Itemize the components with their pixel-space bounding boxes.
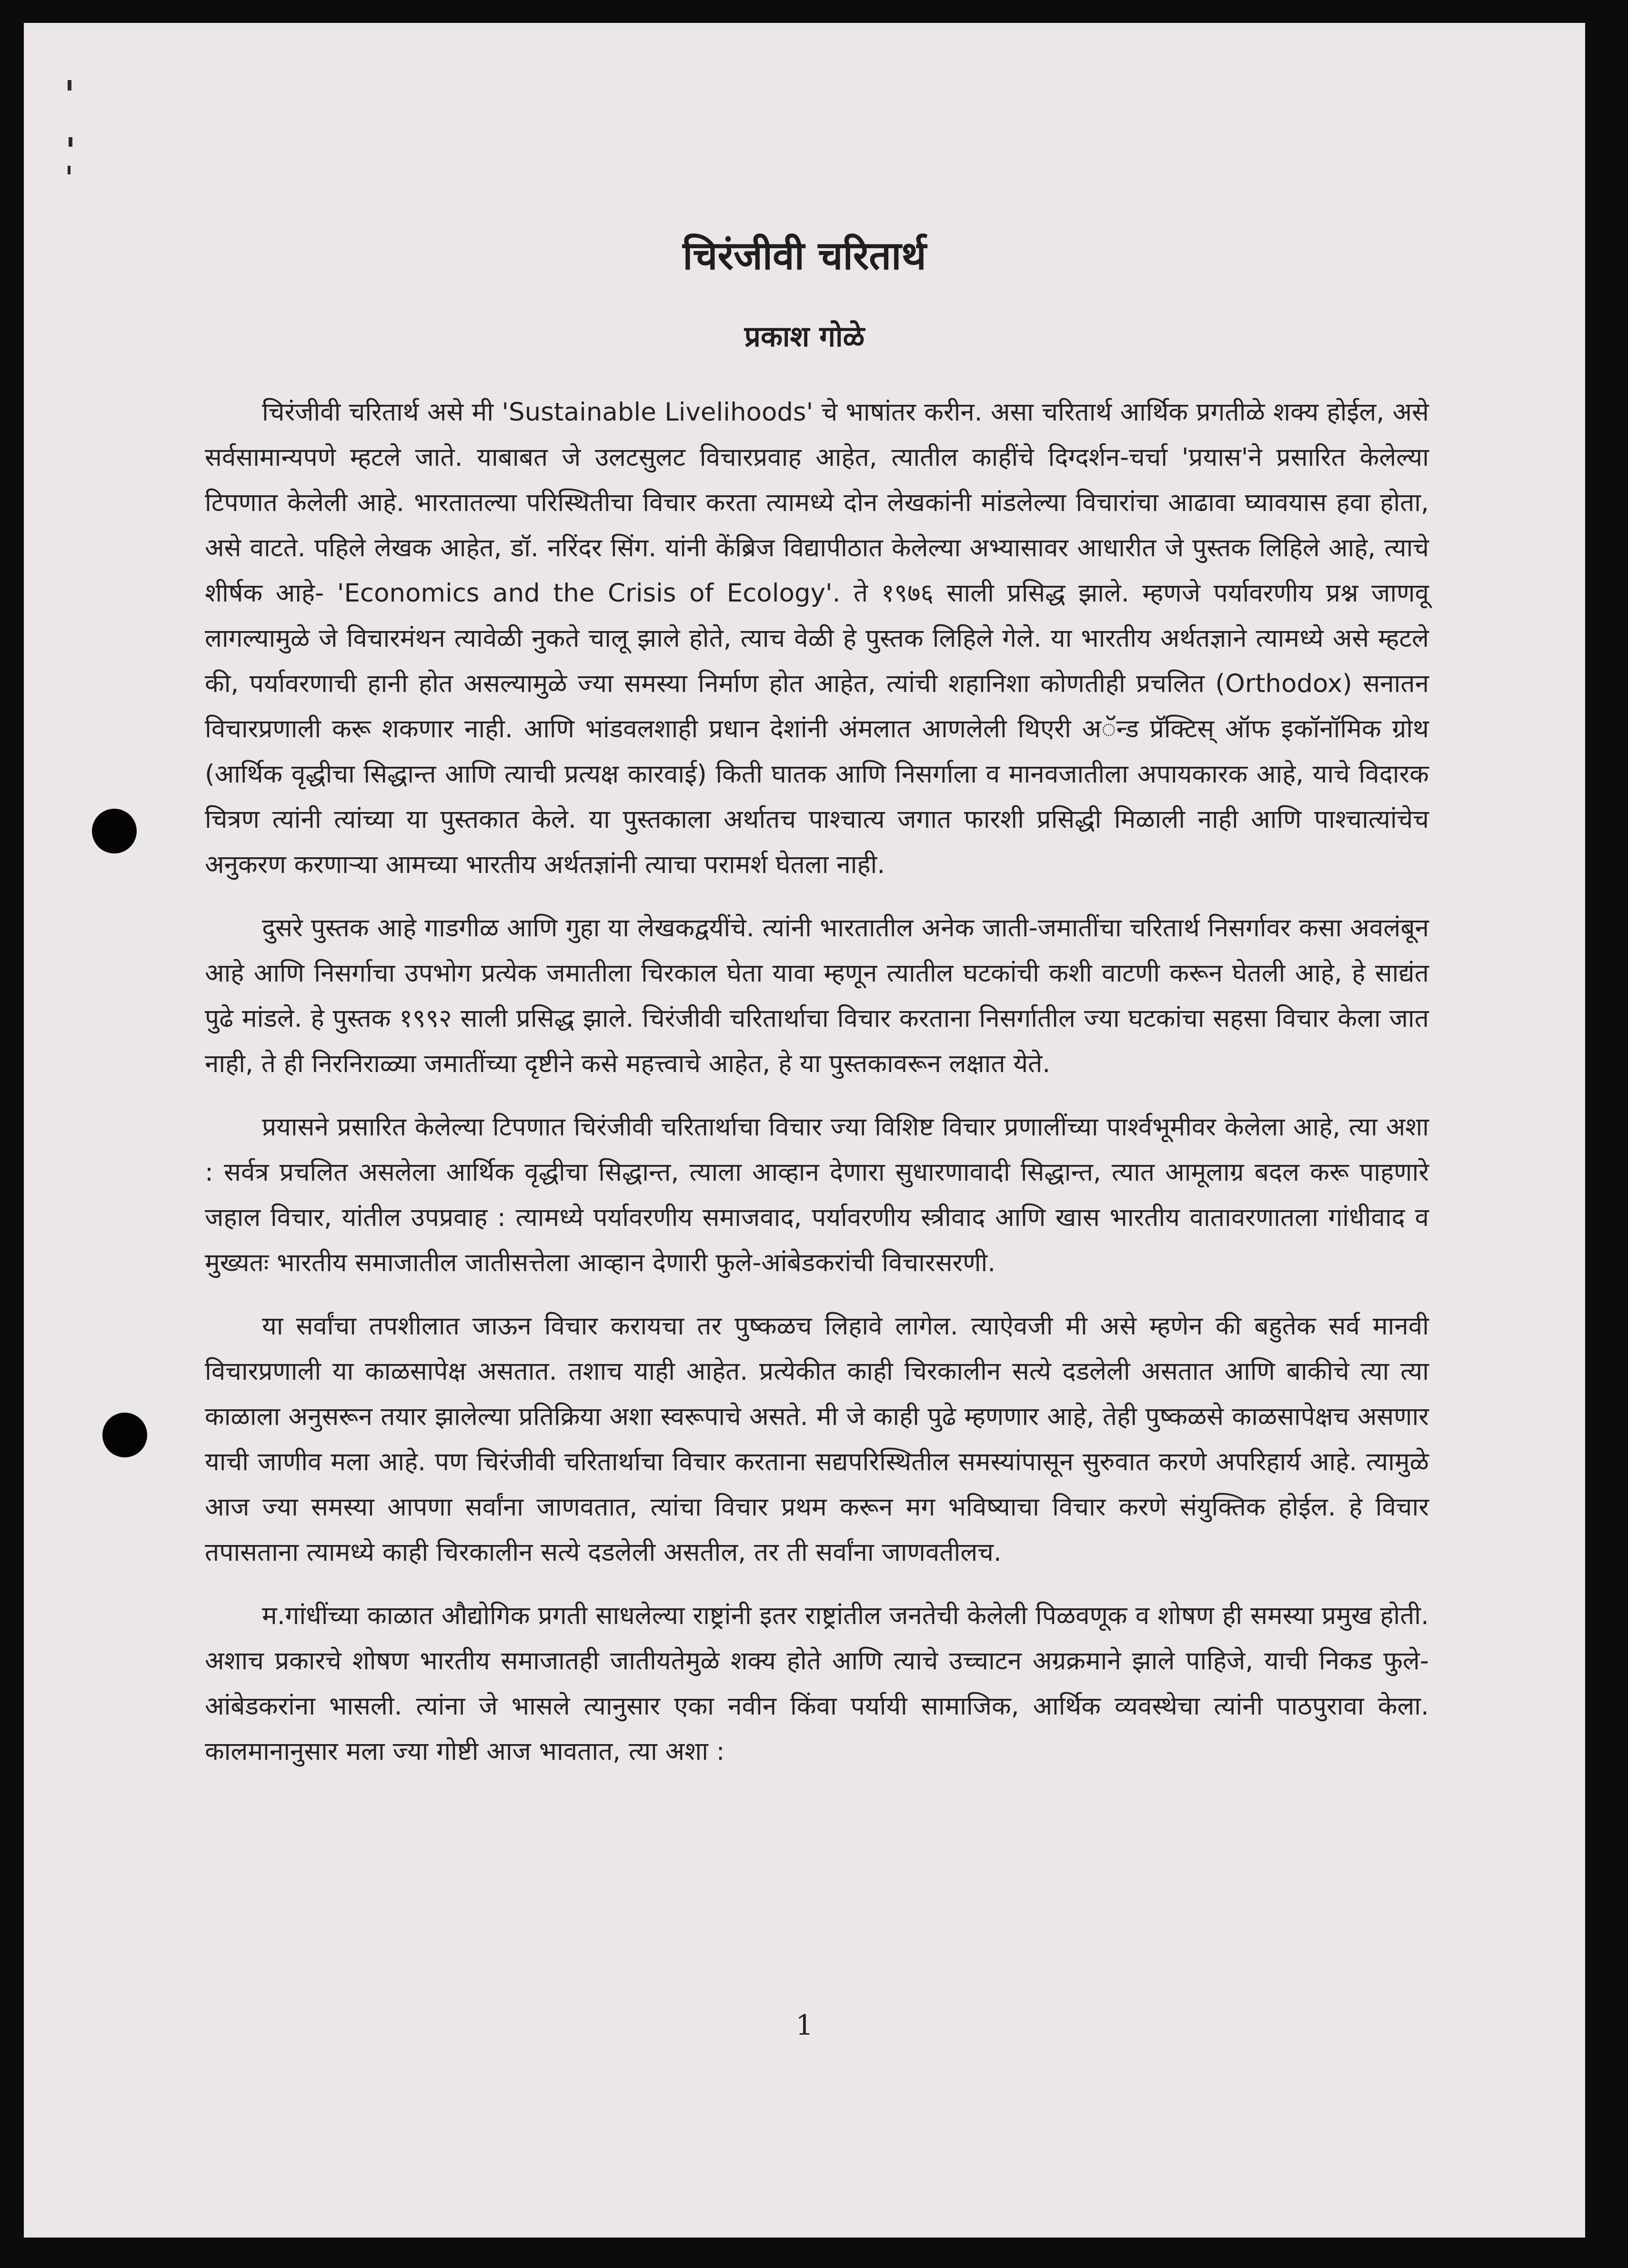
tick-mark xyxy=(69,137,72,147)
paragraph-5: म.गांधींच्या काळात औद्योगिक प्रगती साधलेल्या राष्ट्रांनी इतर राष्ट्रांतील जनतेची केलेली पिळवणूक व शोषण ही समस्या प्रमुख होती. अशाच प्रकारचे शोषण भारतीय समाजातही जातीयतेमुळे शक्य होते आणि त्याचे उच्चाटन अग्रक्रमाने झाले पाहिजे, याची निकड फुले-आंबेडकरांना भासली. त्यांना जे भासले त्यानुसार एका नवीन किंवा पर्यायी सामाजिक, आर्थिक व्यवस्थेचा त्यांनी पाठपुरावा केला. कालमानानुसार मला ज्या गोष्टी आज भावतात, त्या अशा : xyxy=(205,1601,1429,1766)
punch-hole xyxy=(92,809,137,853)
tick-mark xyxy=(68,80,71,90)
document-title: चिरंजीवी चरितार्थ xyxy=(683,233,926,279)
page-number: 1 xyxy=(795,2009,814,2041)
paragraph-3: प्रयासने प्रसारित केलेल्या टिपणात चिरंजीवी चरितार्थाचा विचार ज्या विशिष्ट विचार प्रणालींच्या पार्श्वभूमीवर केलेला आहे, त्या अशा : सर्वत्र प्रचलित असलेला आर्थिक वृद्धीचा सिद्धान्त, त्याला आव्हान देणारा सुधारणावादी सिद्धान्त, त्यात आमूलाग्र बदल करू पाहणारे जहाल विचार, यांतील उपप्रवाह : त्यामध्ये पर्यावरणीय समाजवाद, पर्यावरणीय स्त्रीवाद आणि खास भारतीय वातावरणातला गांधीवाद व मुख्यतः भारतीय समाजातील जातीसत्तेला आव्हान देणारी फुले-आंबेडकरांची विचारसरणी. xyxy=(205,1113,1429,1277)
document-page xyxy=(24,23,1585,2238)
paragraph-2: दुसरे पुस्तक आहे गाडगीळ आणि गुहा या लेखकद्वयींचे. त्यांनी भारतातील अनेक जाती-जमातींचा चरितार्थ निसर्गावर कसा अवलंबून आहे आणि निसर्गाचा उपभोग प्रत्येक जमातीला चिरकाल घेता यावा म्हणून त्यातील घटकांची कशी वाटणी करून घेतली आहे, हे साद्यंत पुढे मांडले. हे पुस्तक १९९२ साली प्रसिद्ध झाले. चिरंजीवी चरितार्थाचा विचार करताना निसर्गातील ज्या घटकांचा सहसा विचार केला जात नाही, ते ही निरनिराळ्या जमातींच्या दृष्टीने कसे महत्त्वाचे आहेत, हे या पुस्तकावरून लक्षात येते. xyxy=(205,913,1429,1078)
paragraph-1: चिरंजीवी चरितार्थ असे मी 'Sustainable Livelihoods' चे भाषांतर करीन. असा चरितार्थ आर्थिक प्रगतीळे शक्य होईल, असे सर्वसामान्यपणे म्हटले जाते. याबाबत जे उलटसुलट विचारप्रवाह आहेत, त्यातील काहींचे दिग्दर्शन-चर्चा 'प्रयास'ने प्रसारित केलेल्या टिपणात केलेली आहे. भारतातल्या परिस्थितीचा विचार करता त्यामध्ये दोन लेखकांनी मांडलेल्या विचारांचा आढावा घ्यावयास हवा होता, असे वाटते. पहिले लेखक आहेत, डॉ. नरिंदर सिंग. यांनी केंब्रिज विद्यापीठात केलेल्या अभ्यासावर आधारीत जे पुस्तक लिहिले आहे, त्याचे शीर्षक आहे- 'Economics and the Crisis of Ecology'. ते १९७६ साली प्रसिद्ध झाले. म्हणजे पर्यावरणीय प्रश्न जाणवू लागल्यामुळे जे विचारमंथन त्यावेळी नुकते चालू झाले होते, त्याच वेळी हे पुस्तक लिहिले गेले. या भारतीय अर्थतज्ञाने त्यामध्ये असे म्हटले की, पर्यावरणाची हानी होत असल्यामुळे ज्या समस्या निर्माण होत आहेत, त्यांची शहानिशा कोणतीही प्रचलित (Orthodox) सनातन विचारप्रणाली करू शकणार नाही. आणि भांडवलशाही प्रधान देशांनी अंमलात आणलेली थिएरी अॅन्ड प्रॅक्टिस् ऑफ इकॉनॉमिक ग्रोथ (आर्थिक वृद्धीचा सिद्धान्त आणि त्याची प्रत्यक्ष कारवाई) किती घातक आणि निसर्गाला व मानवजातीला अपायकारक आहे, याचे विदारक चित्रण त्यांनी त्यांच्या या पुस्तकात केले. या पुस्तकाला अर्थातच पाश्चात्य जगात फारशी प्रसिद्धी मिळाली नाही आणि पाश्चात्यांचेच अनुकरण करणाऱ्या आमच्या भारतीय अर्थतज्ञांनी त्याचा परामर्श घेतला नाही. xyxy=(205,398,1429,879)
punch-hole xyxy=(102,1413,147,1457)
paragraph-4: या सर्वांचा तपशीलात जाऊन विचार करायचा तर पुष्कळच लिहावे लागेल. त्याऐवजी मी असे म्हणेन की बहुतेक सर्व मानवी विचारप्रणाली या काळसापेक्ष असतात. तशाच याही आहेत. प्रत्येकीत काही चिरकालीन सत्ये दडलेली असतात आणि बाकीचे त्या त्या काळाला अनुसरून तयार झालेल्या प्रतिक्रिया अशा स्वरूपाचे असते. मी जे काही पुढे म्हणणार आहे, तेही पुष्कळसे काळसापेक्षच असणार याची जाणीव मला आहे. पण चिरंजीवी चरितार्थाचा विचार करताना सद्यपरिस्थितील समस्यांपासून सुरुवात करणे अपरिहार्य आहे. त्यामुळे आज ज्या समस्या आपणा सर्वांना जाणवतात, त्यांचा विचार प्रथम करून मग भविष्याचा विचार करणे संयुक्तिक होईल. हे विचार तपासताना त्यामध्ये काही चिरकालीन सत्ये दडलेली असतील, तर ती सर्वांना जाणवतीलच. xyxy=(205,1312,1429,1567)
tick-mark xyxy=(68,166,70,174)
document-body xyxy=(205,390,1429,1792)
document-author: प्रकाश गोळे xyxy=(744,320,865,353)
